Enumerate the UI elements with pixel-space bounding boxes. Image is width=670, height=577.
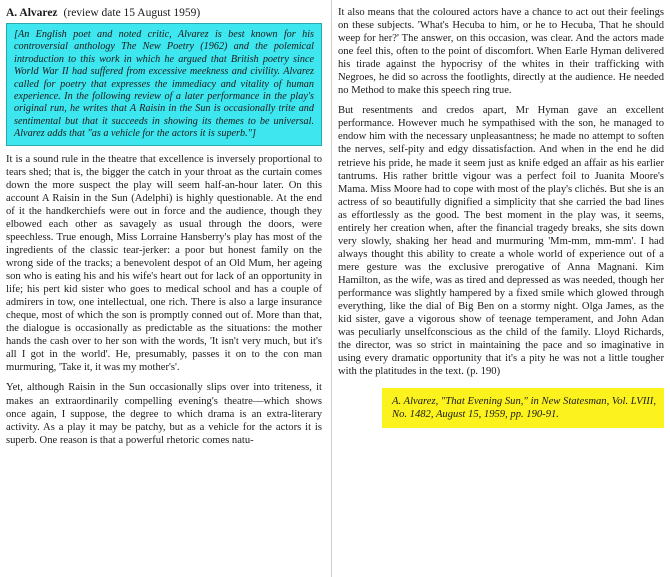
- review-date: (review date 15 August 1959): [63, 7, 201, 19]
- body-paragraph: It also means that the coloured actors have a chance to act out their feelings on these subjects. 'What's Hecuba to him, or he to Hecuba, That he should weep for her?' The answer, on this occasion, was clear. And the actors made one feel this, often to the point of discomfort. When Earle Hyman delivered his tirade against the hypocrisy of the whites in their trafficking with Negroes, he did so across the footlights, directly at the audience. He needed no Method to make this speech ring true.: [338, 7, 664, 97]
- body-paragraph: Yet, although Raisin in the Sun occasionally slips over into triteness, it makes an extraordinarily compelling evening's theatre—which shows once again, I suppose, the degree to which drama is an extra-literary activity. As a play it may be patchy, but as a vehicle for the actors it is superb. One reason is that a powerful rhetoric comes natu-: [6, 382, 322, 446]
- body-paragraph: But resentments and credos apart, Mr Hyman gave an excellent performance. However much he sympathised with the son, he managed to endow him with the necessary unpleasantness; he made no attempt to soften the nerves, self-pity and edgy dissatisfaction. And when in the end he did retrieve his pride, he made it seem just as knife edged an affair as his earlier tantrums. His rather brittle vigour was a perfect foil to Juanita Moore's Mama. Miss Moore had to cope with most of the play's clichés. But she is an actress of so beautifully dignified a simplicity that she carried the bad lines as effortlessly as the good. The best moment in the play was, it seems, entirely her creation when, after the financial tragedy breaks, she sits down very slowly, shaking her head and murmuring 'Mm-mm, mm-mm'. I had always thought this ability to create a whole world of experience out of a mere gesture was the exclusive prerogative of Anna Magnani. Kim Hamilton, as the wife, was as tired and depressed as was needed, though her performance was slightly hampered by a fixed smile which glowed through everything, like the dial of Big Ben on a stormy night. Olga James, as the kid sister, gave a vigorous show of teenage temperament, and John Adan was peculiarly unselfconscious as the child of the family. Lloyd Richards, the director, was so strict in maintaining the pace and so imaginative in using every dramatic opportunity that it's a pity he was not a little tougher with the platitudes in the text. (p. 190): [338, 105, 664, 378]
- source-citation-box: A. Alvarez, "That Evening Sun," in New Statesman, Vol. LVIII, No. 1482, August 15, 1959, pp. 190-91.: [382, 388, 664, 428]
- editor-note-box: [An English poet and noted critic, Alvarez is best known for his controversial anthology The New Poetry (1962) and the polemical introduction to this work in which he argued that British poetry since World War II had suffered from excessive meekness and civility. Alvarez called for poetry that expresses the immediacy and vitality of human experience. In the following review of a later performance in the play's original run, he writes that A Raisin in the Sun is occasionally trite and sentimental but that it succeeds in showing its themes to be universal. Alvarez adds that "as a vehicle for the actors it is superb."]: [6, 23, 322, 146]
- author-name: A. Alvarez: [6, 7, 58, 19]
- left-column: [6, 6, 322, 447]
- body-paragraph: It is a sound rule in the theatre that excellence is inversely proportional to tears shed; that is, the bigger the catch in your throat as the curtain comes down the more suspect the play will seem half-an-hour later. On this account A Raisin in the Sun (Adelphi) is highly questionable. At the end of it the handkerchiefs were out in force and the audience, though they elbowed each other as savagely as usual through the doors, were speechless. True enough, Miss Lorraine Hansberry's play has most of the ingredients of the classic tear-jerker: a poor but honest family on the wrong side of the tracks; a benevolent despot of an Old Mum, her ageing son who is eating his and his wife's heart out for lack of an opportunity in life; his pert kid sister who goes to medical school and has a couple of admirers in tow, one intellectual, one rich. There is also a large insurance cheque, most of which the son is promptly conned out of. More than that, the dialogue is occasionally as predictable as the situations: the mother hands the cash over to her son with the words, 'It isn't very much, but it's all I got in the world'. He, presumably, passes it on to the con man murmuring, 'Take it, it was my mother's'.: [6, 153, 322, 374]
- column-divider: [331, 0, 332, 577]
- review-header: [6, 6, 322, 21]
- right-column: [338, 6, 664, 428]
